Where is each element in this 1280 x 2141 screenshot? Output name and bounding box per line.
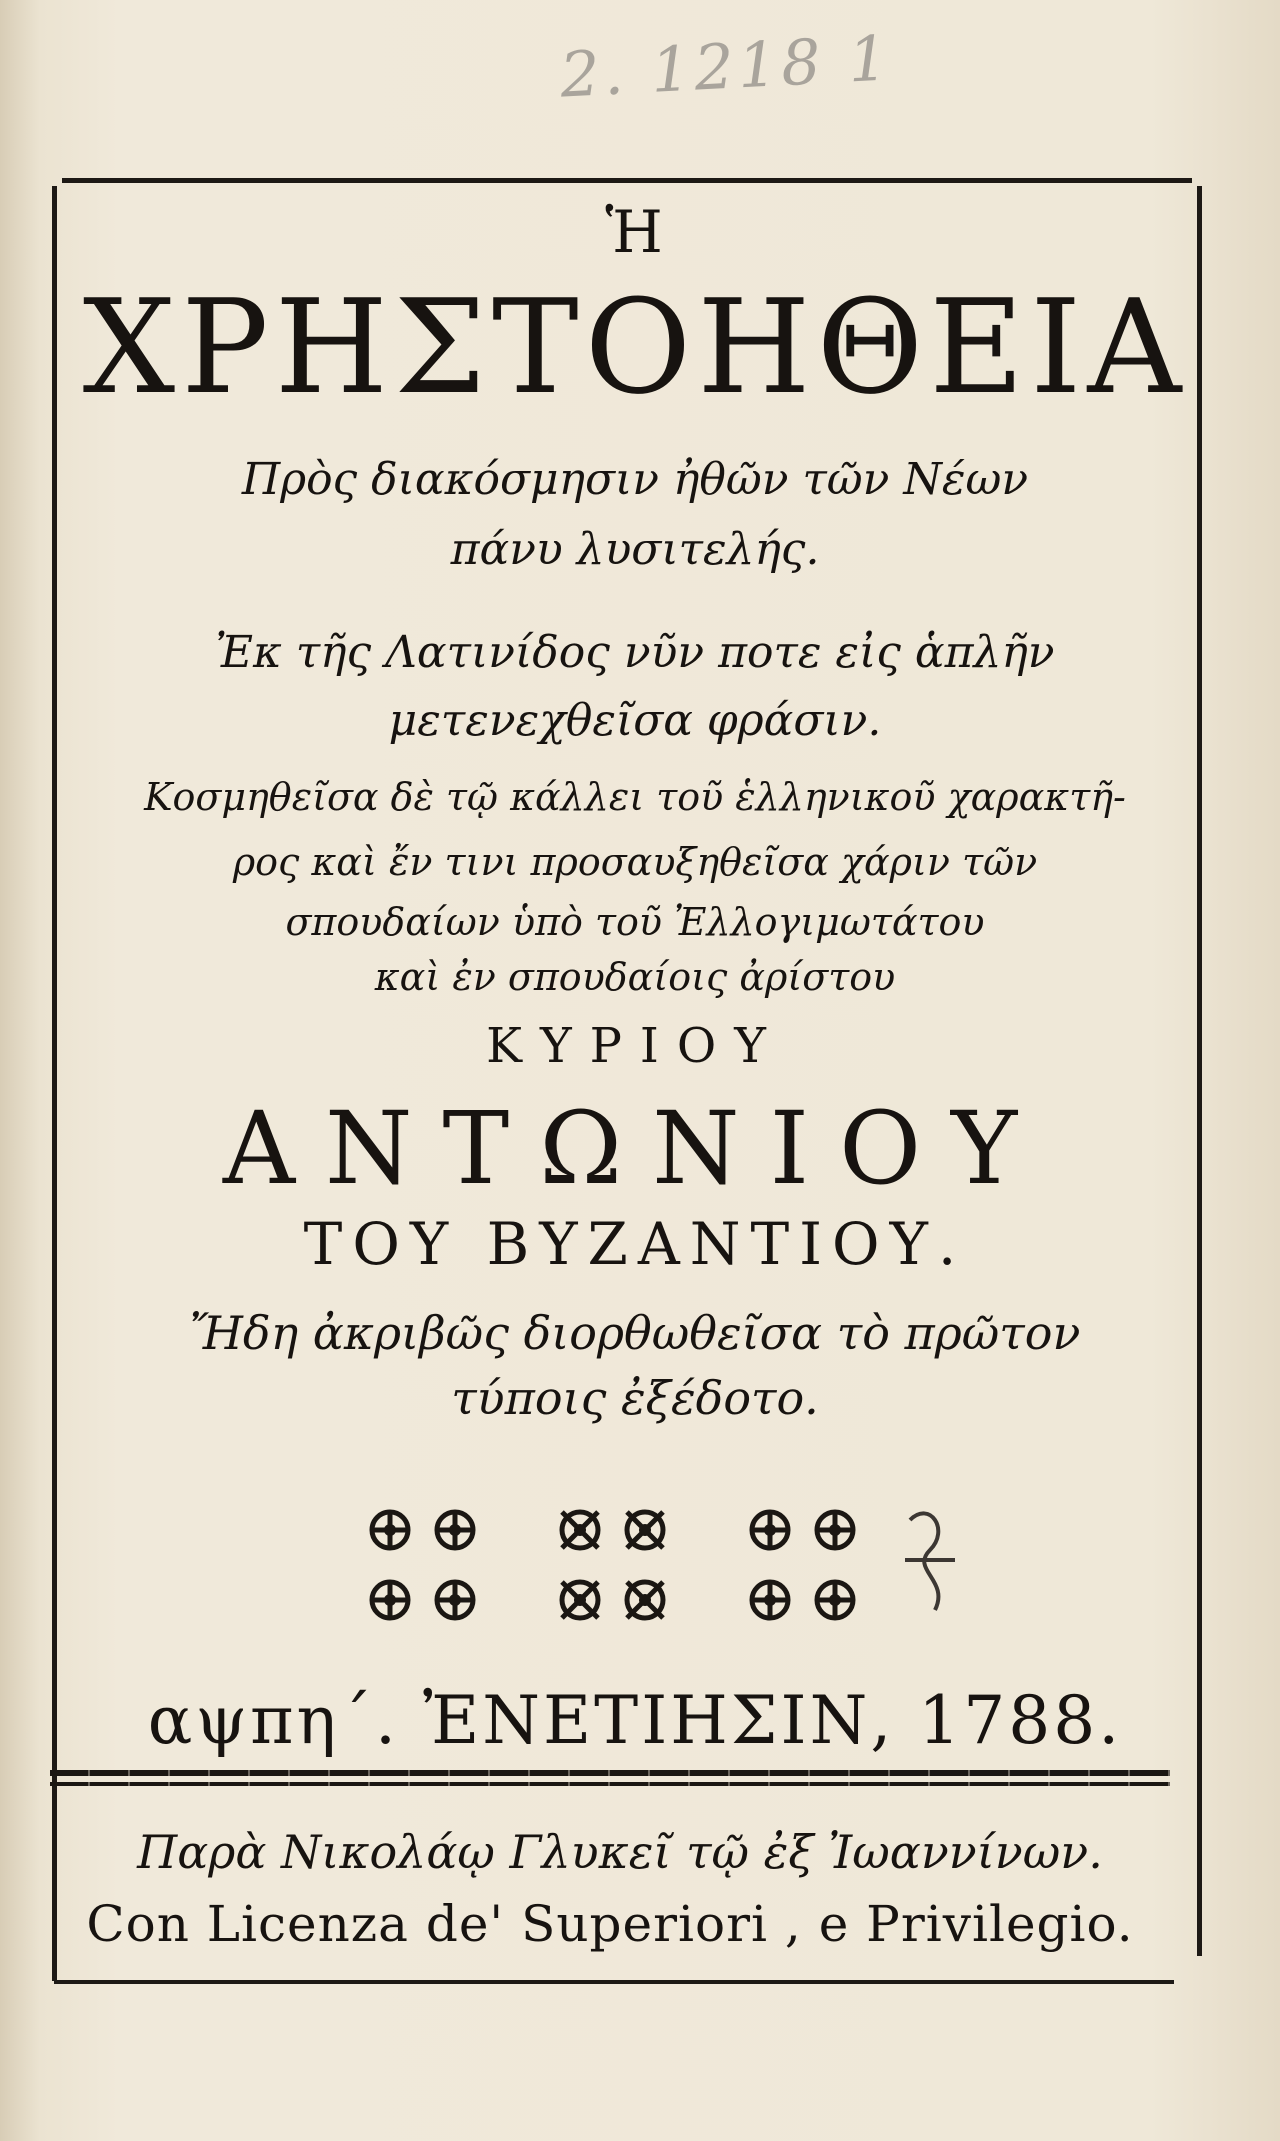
fleuron-icon xyxy=(550,1490,680,1640)
edition-line-1: Ἤδη ἀκριβῶς διορθωθεῖσα τὸ πρῶτον xyxy=(189,1306,1081,1360)
license-line: Con Licenza de' Superiori , e Privilegio. xyxy=(86,1895,1134,1953)
description-line-1: Κοσμηθεῖσα δὲ τῷ κάλλει τοῦ ἑλληνικοῦ χαρακτῆ- xyxy=(144,775,1126,819)
author-origin: ΤΟΥ ΒΥΖΑΝΤΙΟΥ. xyxy=(303,1210,967,1278)
translation-line-1: Ἐκ τῆς Λατινίδος νῦν ποτε εἰς ἁπλῆν xyxy=(215,627,1055,678)
title-article: Ἡ xyxy=(605,198,665,266)
edition-line-2: τύποις ἐξέδοτο. xyxy=(451,1371,819,1425)
author-title: ΚΥΡΙΟΥ xyxy=(486,1018,784,1074)
description-line-4: καὶ ἐν σπουδαίοις ἀρίστου xyxy=(374,955,896,999)
printer-line: Παρὰ Νικολάῳ Γλυκεῖ τῷ ἐξ Ἰωαννίνων. xyxy=(137,1825,1103,1879)
author-name: ΑΝΤΩΝΙΟΥ xyxy=(222,1090,1048,1207)
translation-line-2: μετενεχθεῖσα φράσιν. xyxy=(388,695,882,746)
description-line-3: σπουδαίων ὑπὸ τοῦ Ἐλλογιμωτάτου xyxy=(285,900,985,944)
divider-rule xyxy=(50,1782,1170,1786)
fleuron-icon xyxy=(360,1490,490,1640)
handwritten-mark-icon xyxy=(890,1490,970,1640)
frame-bottom-line xyxy=(54,1980,1174,1984)
divider-rule xyxy=(50,1770,1170,1776)
handwritten-shelfmark: 2. 1218 1 xyxy=(558,21,894,112)
frame-left-line xyxy=(52,186,57,1981)
frame-top-line xyxy=(62,178,1192,183)
place-date: αψπη΄. ἘΝΕΤΙΗΣΙΝ, 1788. xyxy=(147,1682,1123,1759)
subtitle-line-2: πάνυ λυσιτελής. xyxy=(450,524,820,575)
book-title: ΧΡΗΣΤΟΗΘΕΙΑ xyxy=(82,271,1188,423)
printer-ornaments xyxy=(360,1490,980,1640)
subtitle-line-1: Πρὸς διακόσμησιν ἠθῶν τῶν Νέων xyxy=(241,454,1029,505)
fleuron-icon xyxy=(740,1490,870,1640)
description-line-2: ρος καὶ ἔν τινι προσαυξηθεῖσα χάριν τῶν xyxy=(232,840,1038,884)
